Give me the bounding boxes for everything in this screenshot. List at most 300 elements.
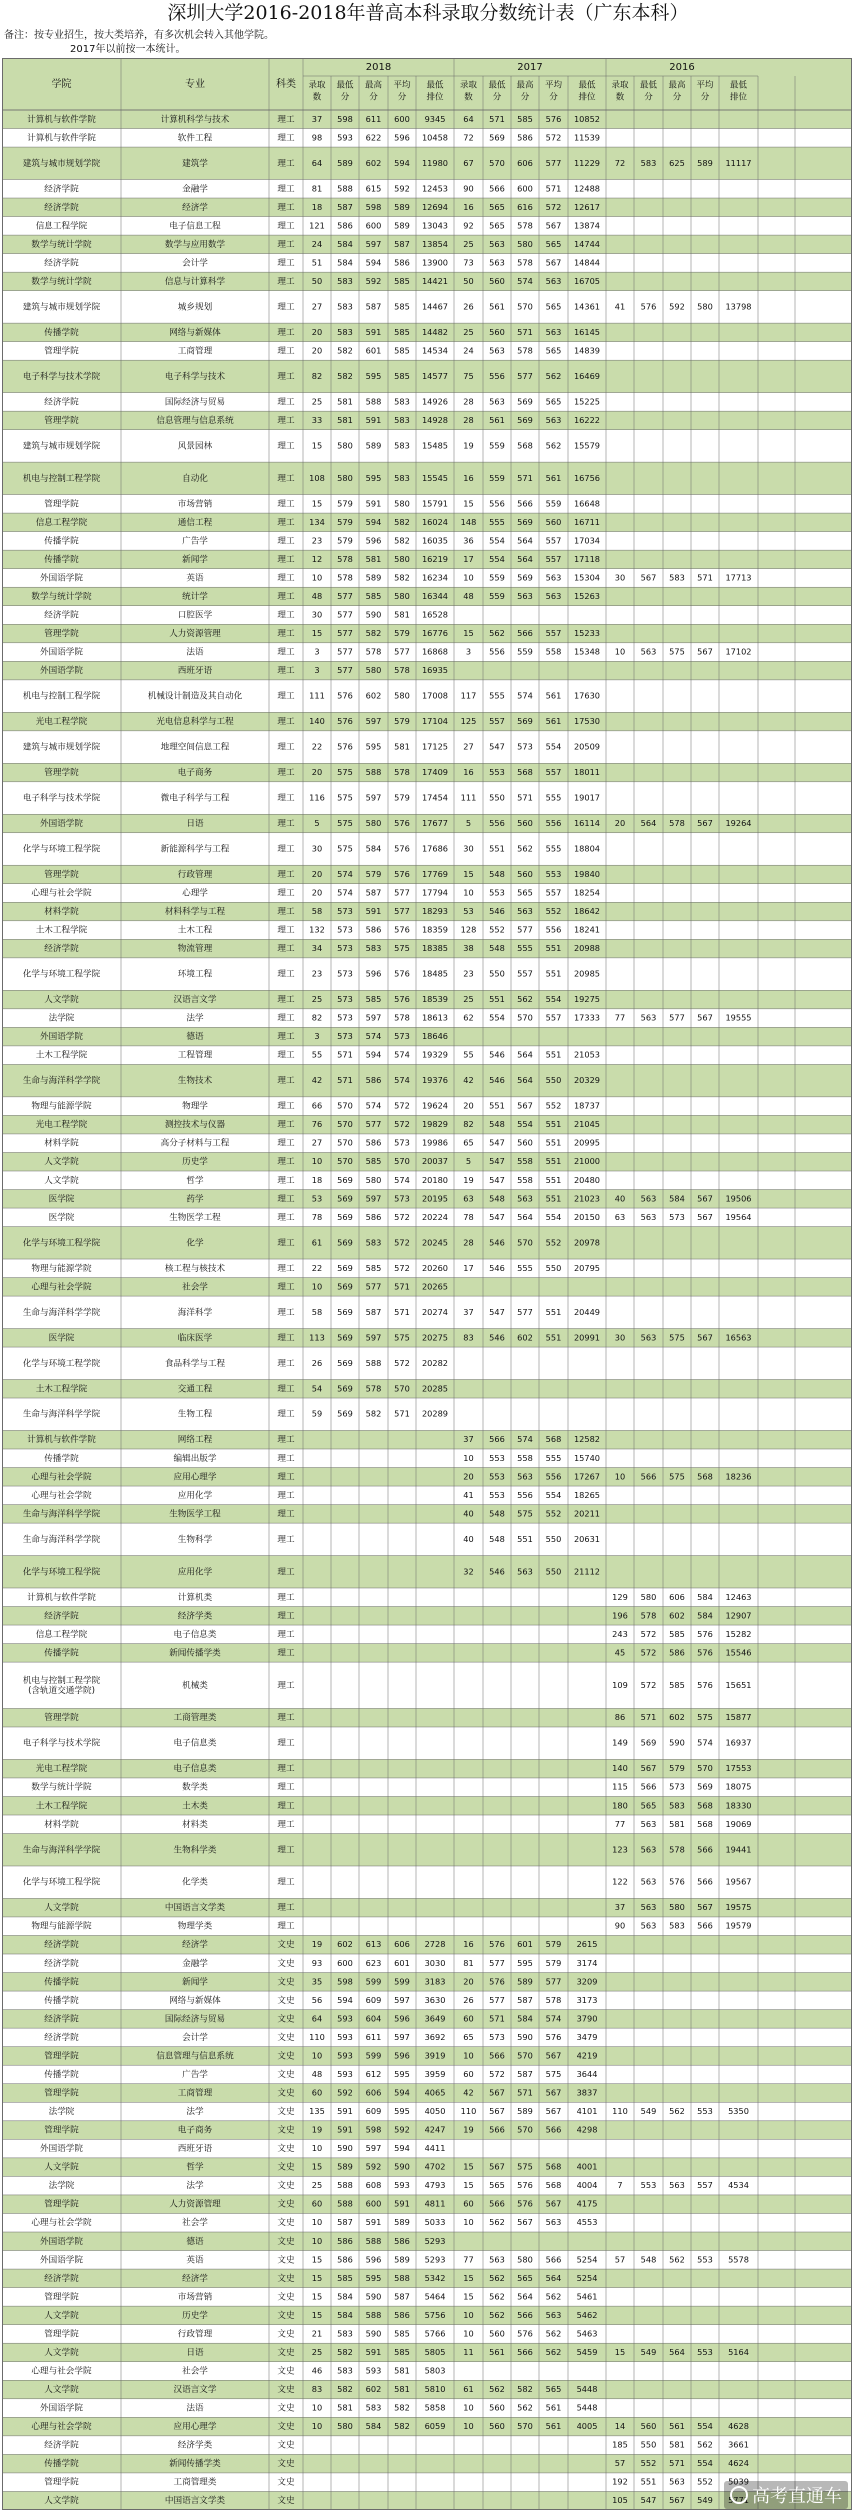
cell-value: 116 [309, 792, 325, 803]
watermark [724, 2481, 848, 2509]
cell-category: 理工 [277, 302, 295, 313]
cell-value: 125 [460, 716, 477, 727]
cell-category: 理工 [277, 1307, 295, 1318]
cell-value: 82 [463, 1119, 474, 1130]
cell-value: 5766 [424, 2328, 446, 2339]
cell-value: 561 [545, 2402, 562, 2413]
cell-value: 566 [697, 1920, 713, 1931]
cell-value: 566 [517, 498, 533, 509]
cell-value: 19506 [725, 1193, 752, 1204]
cell-value: 562 [517, 2402, 533, 2413]
header-sub-label: 排位 [729, 92, 748, 103]
cell-value: 58 [311, 906, 323, 917]
cell-value: 16 [463, 472, 474, 483]
cell-value: 595 [365, 370, 382, 381]
cell-value: 4793 [424, 2180, 446, 2191]
cell-value: 576 [394, 924, 410, 935]
cell-value: 17118 [573, 553, 601, 564]
cell-value: 2728 [424, 1939, 446, 1950]
cell-value: 569 [517, 572, 533, 583]
cell-value: 15282 [725, 1628, 752, 1639]
cell-value: 583 [640, 157, 657, 168]
cell-value: 585 [365, 1262, 382, 1273]
cell-value: 61 [311, 1237, 323, 1248]
cell-value: 587 [337, 201, 353, 212]
cell-value: 564 [517, 553, 533, 564]
cell-value: 583 [365, 1237, 382, 1248]
table-row [2, 1449, 852, 1468]
cell-value: 77 [614, 1012, 626, 1023]
cell-value: 11117 [725, 157, 752, 168]
header-category: 科类 [276, 79, 296, 90]
cell-value: 576 [517, 2328, 533, 2339]
cell-value: 590 [365, 2291, 382, 2302]
cell-major: 广告学 [182, 2069, 208, 2080]
cell-value: 551 [545, 1306, 562, 1317]
cell-value: 53 [311, 1193, 323, 1204]
cell-college: 心理与社会学院 [31, 2422, 92, 2433]
cell-value: 15263 [573, 590, 601, 601]
cell-major: 土木工程 [177, 925, 213, 936]
cell-value: 570 [517, 2124, 533, 2135]
cell-value: 581 [394, 2365, 410, 2376]
table-row [2, 2454, 852, 2473]
cell-value: 18642 [573, 906, 601, 917]
cell-value: 83 [311, 2384, 323, 2395]
cell-value: 18385 [421, 943, 449, 954]
cell-value: 578 [517, 345, 533, 356]
cell-major: 测控技术与仪器 [164, 1120, 226, 1131]
cell-value: 15 [311, 2254, 323, 2265]
cell-value: 73 [463, 257, 474, 268]
cell-value: 19 [311, 2124, 323, 2135]
cell-value: 589 [394, 2217, 410, 2228]
header-sub-label: 排位 [426, 92, 444, 103]
cell-major: 行政管理 [177, 869, 213, 880]
cell-value: 572 [545, 201, 562, 212]
cell-value: 30 [311, 843, 323, 854]
cell-value: 16222 [573, 414, 601, 425]
header-sub-label: 分 [492, 92, 502, 103]
header-sub-label: 最高 [668, 80, 686, 91]
cell-major: 英语 [186, 2255, 204, 2266]
cell-value: 561 [545, 690, 562, 701]
cell-college: 信息工程学院 [35, 517, 88, 528]
cell-value: 595 [365, 472, 382, 483]
cell-major: 风景园林 [177, 441, 213, 452]
cell-value: 566 [697, 1844, 713, 1855]
cell-value: 560 [517, 1137, 533, 1148]
cell-value: 546 [489, 1049, 505, 1060]
cell-value: 576 [669, 1876, 685, 1887]
cell-value: 597 [394, 1994, 410, 2005]
cell-category: 理工 [277, 1845, 295, 1856]
cell-value: 565 [489, 2180, 505, 2191]
cell-category: 理工 [277, 1032, 295, 1043]
cell-college: 电子科学与技术学院 [22, 371, 101, 382]
cell-major: 国际经济与贸易 [164, 397, 226, 408]
cell-value: 566 [517, 2309, 533, 2320]
cell-value: 570 [337, 1137, 353, 1148]
cell-value: 20 [311, 326, 323, 337]
cell-value: 551 [545, 1174, 562, 1185]
cell-value: 10 [311, 2402, 323, 2413]
cell-major: 生物医学工程 [169, 1212, 221, 1223]
cell-college: 经济学院 [44, 202, 79, 213]
cell-category: 文史 [277, 2144, 295, 2155]
cell-value: 568 [517, 767, 533, 778]
cell-value: 582 [337, 345, 353, 356]
cell-value: 579 [337, 535, 353, 546]
cell-value: 581 [337, 396, 353, 407]
cell-value: 13874 [573, 220, 601, 231]
cell-value: 556 [545, 818, 562, 829]
cell-value: 569 [337, 1408, 353, 1419]
cell-major: 德语 [186, 1032, 204, 1043]
cell-college: 经济学院 [44, 2032, 79, 2043]
cell-value: 18236 [725, 1471, 752, 1482]
cell-value: 547 [489, 1174, 505, 1185]
cell-value: 552 [640, 2458, 657, 2469]
cell-value: 571 [669, 2458, 685, 2469]
cell-value: 10 [311, 2421, 323, 2432]
cell-value: 19579 [725, 1920, 752, 1931]
cell-category: 文史 [277, 2440, 295, 2451]
cell-value: 583 [337, 2328, 353, 2339]
cell-category: 文史 [277, 2366, 295, 2377]
cell-value: 578 [337, 572, 353, 583]
cell-major: 社会学 [182, 1282, 208, 1293]
page-title: 深圳大学2016-2018年普高本科录取分数统计表（广东本科） [167, 2, 689, 24]
cell-value: 572 [394, 1357, 410, 1368]
cell-value: 57 [614, 2458, 626, 2469]
cell-value: 546 [489, 1332, 505, 1343]
cell-value: 4534 [728, 2180, 749, 2191]
cell-college: 化学与环境工程学院 [22, 1877, 101, 1888]
cell-value: 597 [365, 238, 382, 249]
header-sub-label: 最低 [336, 80, 354, 91]
cell-value: 554 [545, 1489, 562, 1500]
cell-college: 化学与环境工程学院 [22, 1238, 101, 1249]
cell-college: 土木工程学院 [35, 1050, 88, 1061]
cell-category: 理工 [277, 1629, 295, 1640]
cell-college: 数学与统计学院 [31, 591, 92, 602]
cell-value: 593 [337, 2031, 353, 2042]
cell-college: 材料学院 [44, 1819, 79, 1830]
cell-college: 机电与控制工程学院 [22, 691, 101, 702]
cell-value: 546 [489, 1566, 505, 1577]
cell-category: 理工 [277, 717, 295, 728]
cell-college: 外国语学院 [40, 819, 83, 830]
cell-value: 5350 [728, 2106, 749, 2117]
cell-value: 20 [463, 1471, 474, 1482]
cell-value: 10 [311, 572, 323, 583]
cell-category: 理工 [277, 133, 295, 144]
cell-value: 572 [394, 1100, 410, 1111]
cell-value: 48 [311, 590, 323, 601]
cell-value: 30 [614, 1332, 626, 1343]
cell-value: 597 [365, 1193, 382, 1204]
cell-value: 547 [489, 741, 505, 752]
cell-value: 566 [489, 2124, 505, 2135]
cell-value: 17409 [421, 767, 449, 778]
cell-major: 网络与新媒体 [169, 327, 221, 338]
cell-value: 15 [311, 628, 323, 639]
cell-value: 552 [489, 924, 505, 935]
cell-value: 551 [517, 1533, 533, 1544]
cell-value: 16234 [421, 572, 449, 583]
cell-college: 外国语学院 [40, 1032, 83, 1043]
cell-value: 14534 [421, 345, 449, 356]
cell-category: 理工 [277, 1409, 295, 1420]
cell-college: 管理学院 [44, 2125, 79, 2136]
cell-major: 会计学 [182, 258, 208, 269]
cell-value: 15348 [573, 646, 601, 657]
cell-value: 46 [311, 2365, 323, 2376]
cell-value: 550 [545, 1075, 562, 1086]
cell-category: 文史 [277, 2125, 295, 2136]
cell-value: 111 [309, 690, 325, 701]
cell-value: 548 [489, 1119, 505, 1130]
cell-category: 理工 [277, 258, 295, 269]
cell-college: 医学院 [48, 1212, 75, 1223]
cell-value: 12694 [421, 201, 449, 212]
cell-major: 编辑出版学 [173, 1453, 217, 1464]
cell-value: 28 [463, 1237, 474, 1248]
cell-value: 48 [463, 590, 474, 601]
cell-value: 579 [545, 1957, 562, 1968]
cell-value: 18265 [573, 1489, 601, 1500]
cell-value: 3959 [424, 2068, 446, 2079]
cell-category: 理工 [277, 397, 295, 408]
cell-value: 557 [545, 767, 562, 778]
cell-value: 550 [489, 792, 505, 803]
cell-value: 567 [517, 2217, 533, 2228]
cell-value: 14467 [421, 301, 449, 312]
cell-value: 547 [489, 1137, 505, 1148]
cell-value: 548 [640, 2254, 657, 2265]
cell-value: 7 [617, 2180, 623, 2191]
cell-value: 4411 [424, 2143, 446, 2154]
cell-value: 555 [489, 690, 505, 701]
cell-value: 573 [337, 1012, 353, 1023]
cell-value: 16528 [421, 609, 449, 620]
cell-value: 45 [614, 1647, 626, 1658]
cell-value: 591 [365, 2217, 382, 2228]
cell-value: 10 [463, 2328, 474, 2339]
header-sub-label: 分 [700, 92, 710, 103]
cell-value: 602 [669, 1610, 685, 1621]
cell-value: 577 [545, 1976, 562, 1987]
cell-value: 140 [612, 1763, 628, 1774]
cell-value: 6059 [424, 2421, 446, 2432]
cell-value: 60 [463, 2013, 474, 2024]
cell-value: 563 [640, 1193, 657, 1204]
cell-value: 601 [517, 1939, 533, 1950]
cell-value: 586 [337, 2254, 353, 2265]
cell-value: 567 [669, 2495, 685, 2506]
cell-major: 网络与新媒体 [169, 1995, 221, 2006]
cell-value: 547 [640, 2495, 657, 2506]
cell-major: 信息管理与信息系统 [156, 415, 234, 426]
cell-category: 理工 [277, 1782, 295, 1793]
cell-value: 587 [517, 2068, 533, 2079]
cell-major: 汉语言文学 [173, 995, 217, 1006]
cell-value: 597 [394, 2031, 410, 2042]
cell-category: 理工 [277, 554, 295, 565]
cell-value: 20 [311, 767, 323, 778]
cell-value: 576 [545, 113, 562, 124]
cell-category: 理工 [277, 276, 295, 287]
cell-value: 18646 [421, 1031, 449, 1042]
cell-category: 理工 [277, 221, 295, 232]
cell-category: 理工 [277, 647, 295, 658]
cell-value: 578 [669, 818, 685, 829]
cell-value: 17125 [421, 741, 449, 752]
cell-value: 577 [545, 157, 562, 168]
cell-value: 19069 [725, 1818, 752, 1829]
cell-major: 数学与应用数学 [164, 239, 226, 250]
cell-major: 电子科学与技术 [164, 371, 226, 382]
cell-college: 物理与能源学院 [31, 1921, 92, 1932]
cell-value: 555 [545, 843, 562, 854]
cell-value: 584 [365, 2421, 382, 2432]
cell-value: 552 [697, 2476, 713, 2487]
cell-college: 外国语学院 [40, 2403, 83, 2414]
cell-value: 50 [311, 275, 323, 286]
cell-value: 563 [640, 1902, 657, 1913]
cell-value: 581 [394, 741, 410, 752]
cell-value: 569 [517, 414, 533, 425]
cell-value: 563 [517, 590, 533, 601]
cell-value: 577 [394, 646, 410, 657]
cell-value: 20285 [421, 1383, 449, 1394]
cell-value: 569 [337, 1237, 353, 1248]
cell-value: 128 [460, 924, 477, 935]
cell-category: 理工 [277, 869, 295, 880]
cell-value: 555 [517, 943, 533, 954]
cell-value: 16705 [573, 275, 601, 286]
cell-major: 通信工程 [177, 517, 213, 528]
cell-value: 18 [311, 201, 323, 212]
cell-category: 理工 [277, 1384, 295, 1395]
cell-value: 40 [463, 1533, 474, 1544]
cell-value: 587 [365, 301, 382, 312]
cell-value: 611 [365, 113, 382, 124]
cell-value: 567 [489, 2087, 505, 2098]
cell-value: 113 [309, 1332, 325, 1343]
cell-value: 582 [394, 2402, 410, 2413]
cell-value: 37 [614, 1902, 626, 1913]
cell-value: 570 [697, 1763, 713, 1774]
cell-value: 570 [337, 1119, 353, 1130]
cell-value: 5254 [576, 2272, 598, 2283]
cell-college: 传播学院 [44, 2459, 79, 2470]
table-row [2, 1486, 852, 1505]
cell-category: 理工 [277, 573, 295, 584]
cell-value: 35 [311, 1976, 323, 1987]
cell-value: 567 [640, 1763, 657, 1774]
cell-value: 569 [337, 1306, 353, 1317]
cell-college: 光电工程学院 [35, 717, 88, 728]
cell-college: 经济学院 [44, 1611, 79, 1622]
cell-value: 598 [337, 113, 353, 124]
cell-value: 548 [489, 1533, 505, 1544]
cell-value: 12488 [573, 183, 601, 194]
cell-value: 604 [365, 2013, 382, 2024]
cell-major: 交通工程 [177, 1384, 213, 1395]
cell-value: 571 [489, 2013, 505, 2024]
cell-value: 589 [394, 220, 410, 231]
cell-college: 经济学院 [44, 2440, 79, 2451]
cell-value: 547 [489, 1156, 505, 1167]
cell-value: 547 [489, 1306, 505, 1317]
cell-value: 5293 [424, 2235, 446, 2246]
cell-value: 149 [612, 1737, 628, 1748]
cell-value: 3661 [728, 2439, 749, 2450]
cell-value: 25 [463, 238, 474, 249]
cell-value: 22 [311, 1262, 323, 1273]
cell-value: 16469 [573, 370, 601, 381]
cell-value: 557 [545, 1012, 562, 1023]
cell-value: 5033 [424, 2217, 446, 2228]
cell-value: 20289 [421, 1408, 449, 1419]
cell-value: 5810 [424, 2384, 446, 2395]
cell-value: 582 [394, 2421, 410, 2432]
cell-value: 15 [463, 2180, 474, 2191]
cell-category: 理工 [277, 1680, 295, 1691]
cell-value: 3183 [424, 1976, 446, 1987]
cell-value: 20274 [421, 1306, 449, 1317]
cell-value: 123 [612, 1844, 628, 1855]
cell-value: 571 [697, 572, 713, 583]
cell-value: 20150 [573, 1211, 601, 1222]
cell-value: 582 [337, 2384, 353, 2395]
cell-value: 560 [489, 2328, 505, 2339]
header-sub-label: 分 [644, 92, 653, 103]
cell-value: 548 [489, 1193, 505, 1204]
cell-value: 19840 [573, 868, 601, 879]
cell-value: 571 [489, 113, 505, 124]
cell-major: 电子信息类 [173, 1764, 217, 1775]
cell-value: 590 [517, 2031, 533, 2042]
cell-major: 软件工程 [177, 133, 213, 144]
cell-value: 567 [545, 257, 562, 268]
cell-value: 585 [365, 1156, 382, 1167]
cell-value: 12453 [421, 183, 449, 194]
cell-value: 556 [545, 1471, 562, 1482]
header-sub-label: 最高 [364, 80, 383, 91]
cell-value: 576 [337, 741, 353, 752]
cell-value: 583 [365, 943, 382, 954]
cell-college: 光电工程学院 [35, 1764, 88, 1775]
cell-value: 122 [612, 1876, 628, 1887]
cell-value: 5756 [424, 2309, 446, 2320]
cell-value: 587 [337, 2217, 353, 2228]
cell-value: 25 [311, 2346, 323, 2357]
cell-value: 575 [337, 767, 353, 778]
cell-major: 物理学类 [177, 1921, 213, 1932]
cell-college: 管理学院 [44, 1713, 79, 1724]
cell-value: 553 [489, 1471, 505, 1482]
cell-value: 42 [311, 1075, 323, 1086]
cell-value: 565 [489, 220, 505, 231]
cell-value: 586 [394, 2309, 410, 2320]
cell-value: 584 [517, 2013, 533, 2024]
cell-value: 564 [517, 1049, 533, 1060]
cell-value: 602 [365, 157, 382, 168]
cell-value: 78 [311, 1211, 323, 1222]
